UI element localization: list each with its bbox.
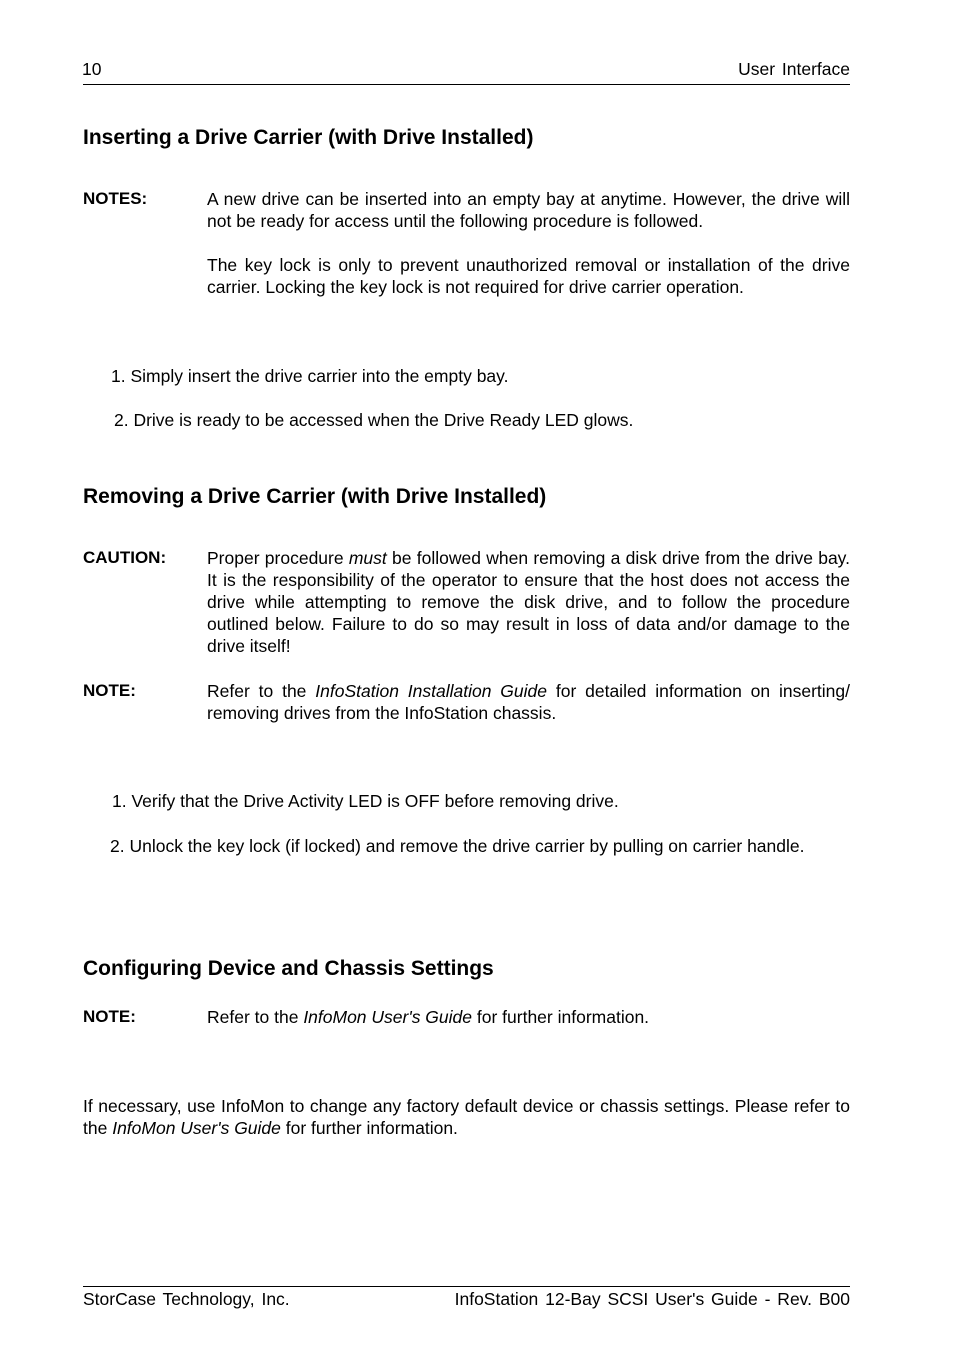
running-header-section: User Interface xyxy=(738,59,850,79)
footer-company: StorCase Technology, Inc. xyxy=(83,1289,290,1309)
installation-guide-title: InfoStation Installation Guide xyxy=(315,681,547,701)
remove-step-2: 2. Unlock the key lock (if locked) and remove the drive carrier by pulling on carrier handle. xyxy=(110,836,805,856)
note-paragraph-2: The key lock is only to prevent unauthorized removal or installation of the drive carrier. Locking the key lock is not required for drive carrier operation. xyxy=(207,255,850,297)
footer-document-title: InfoStation 12-Bay SCSI User's Guide - Rev. B00 xyxy=(454,1289,850,1309)
note-paragraph-removing: Refer to the InfoStation Installation Guide for detailed information on inserting/ removing drives from the InfoStation chassis. xyxy=(207,681,850,723)
insert-step-2: 2. Drive is ready to be accessed when the Drive Ready LED glows. xyxy=(114,410,634,430)
insert-step-1: 1. Simply insert the drive carrier into the empty bay. xyxy=(111,366,509,386)
note-paragraph-config: Refer to the InfoMon User's Guide for further information. xyxy=(207,1007,650,1027)
infomon-guide-title: InfoMon User's Guide xyxy=(303,1007,473,1027)
config-body-paragraph: If necessary, use InfoMon to change any factory default device or chassis settings. Please refer to the InfoMon User's Guide for further information. xyxy=(83,1096,850,1138)
header-rule xyxy=(83,84,850,85)
page-number: 10 xyxy=(82,59,102,79)
note-label-config: NOTE: xyxy=(83,1007,136,1026)
caution-emphasis: must xyxy=(348,548,387,568)
infomon-guide-title-body: InfoMon User's Guide xyxy=(112,1118,281,1138)
notes-label: NOTES: xyxy=(83,189,148,208)
section-title-inserting: Inserting a Drive Carrier (with Drive Installed) xyxy=(83,126,534,149)
section-title-configuring: Configuring Device and Chassis Settings xyxy=(83,957,494,980)
caution-label: CAUTION: xyxy=(83,548,167,567)
note-label: NOTE: xyxy=(83,681,136,700)
caution-paragraph: Proper procedure must be followed when removing a disk drive from the drive bay. It is the responsibility of the operator to ensure that the host does not access the drive while attempting to remove the disk drive, and to follow the procedure outlined below. Failure to do so may result in loss of data and/or damage to the drive itself! xyxy=(207,548,850,656)
note-paragraph-1: A new drive can be inserted into an empty bay at anytime. However, the drive will not be ready for access until the following procedure is followed. xyxy=(207,189,850,231)
section-title-removing: Removing a Drive Carrier (with Drive Installed) xyxy=(83,485,547,508)
remove-step-1: 1. Verify that the Drive Activity LED is OFF before removing drive. xyxy=(112,791,619,811)
footer-rule xyxy=(83,1286,850,1287)
